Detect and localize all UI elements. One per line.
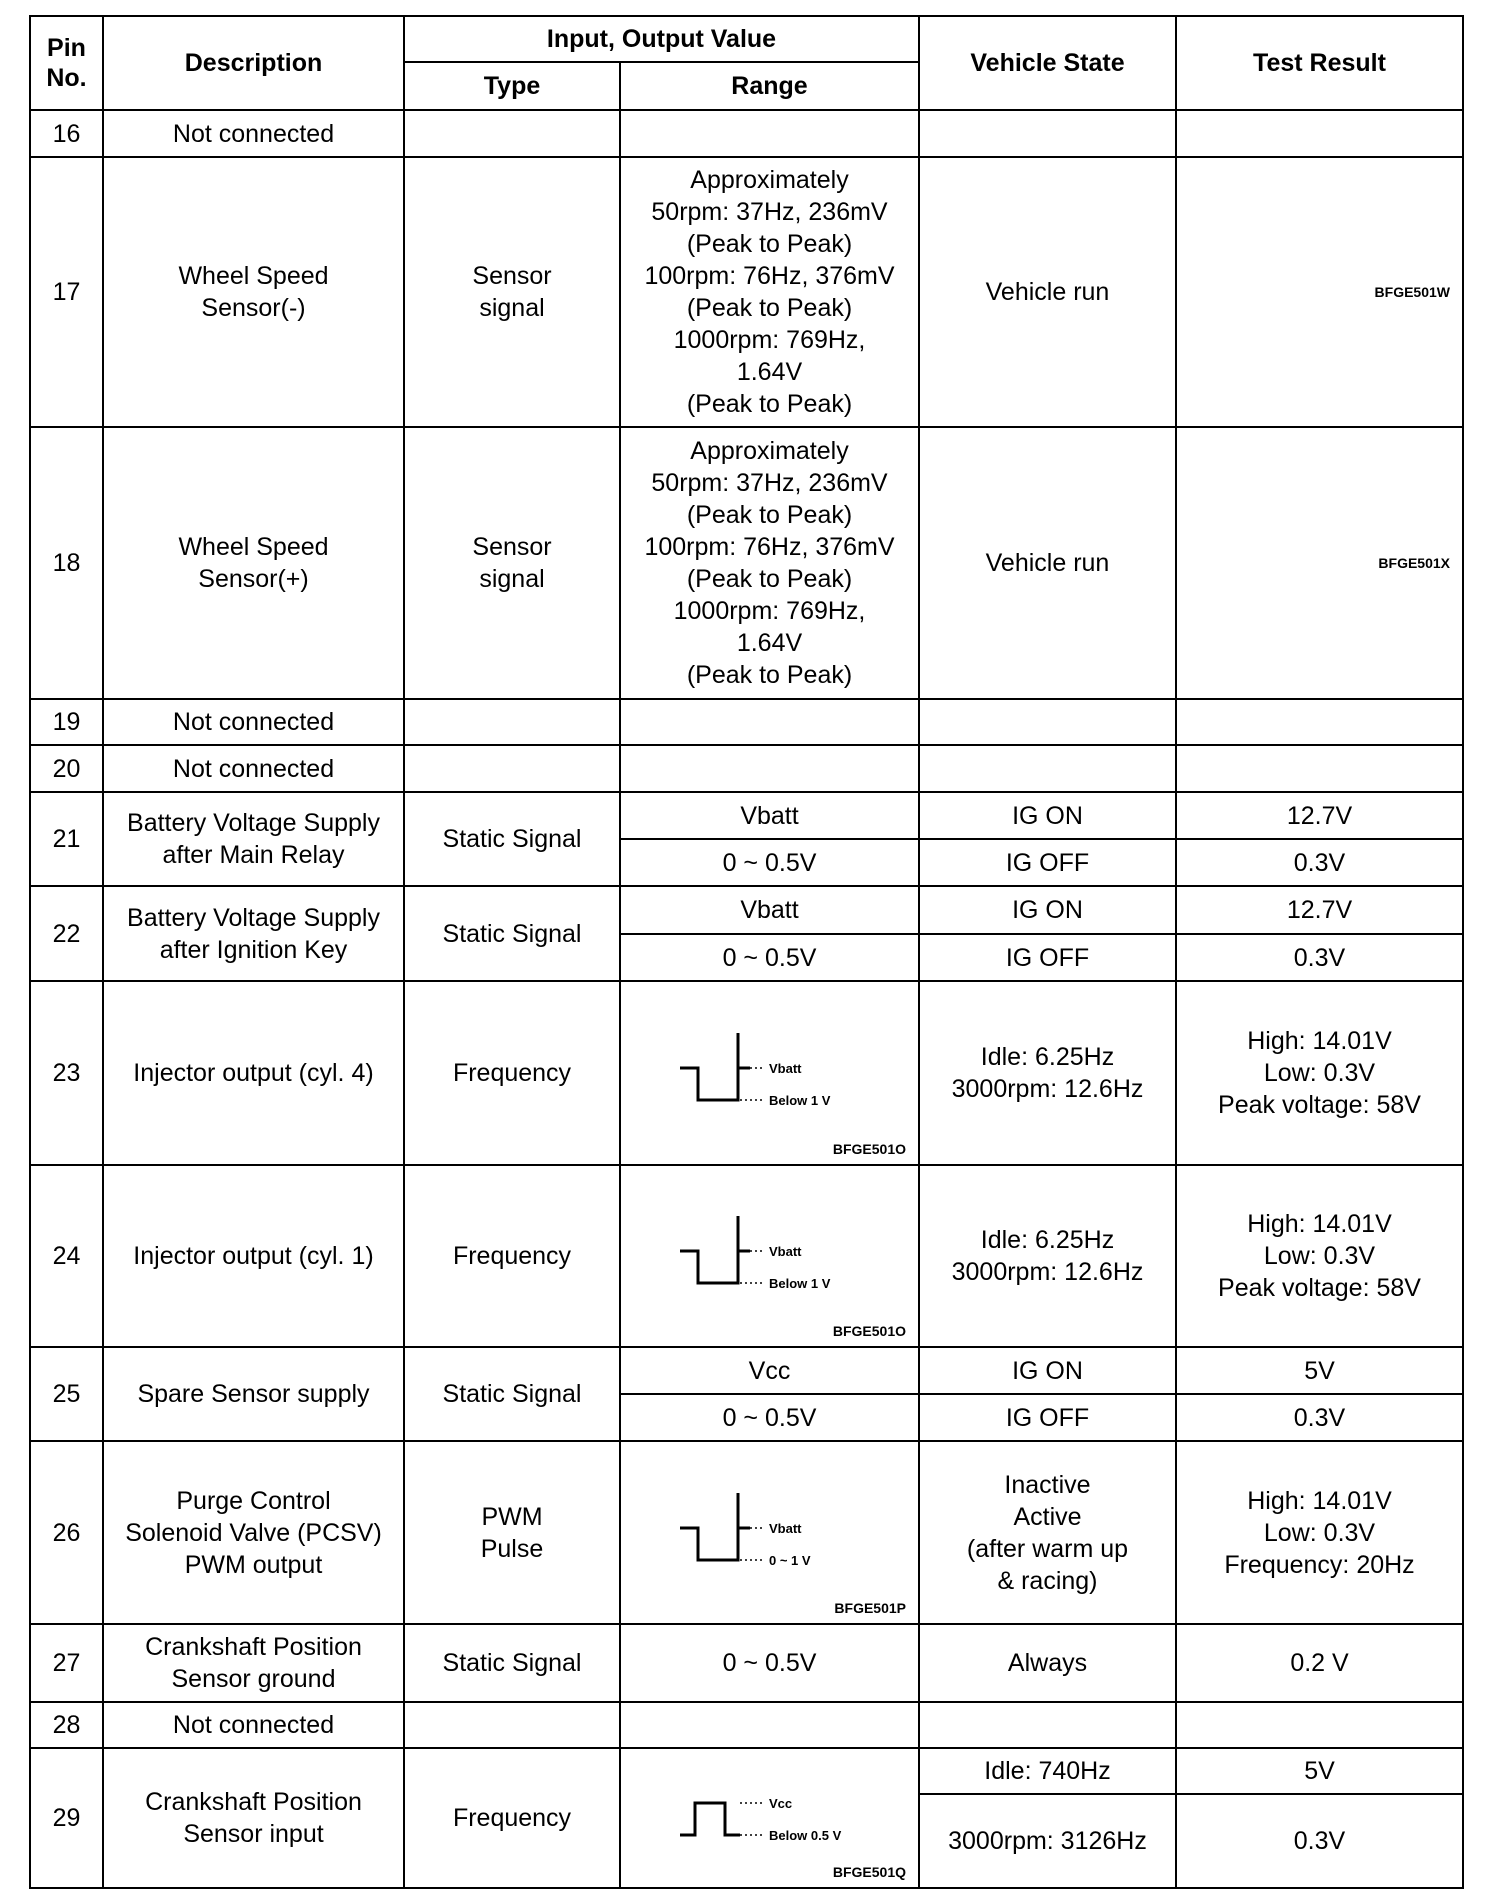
type: Sensor signal bbox=[404, 427, 620, 699]
range: Vcc bbox=[620, 1347, 919, 1394]
type bbox=[404, 1702, 620, 1748]
test-result-value: 0.3V bbox=[1293, 943, 1346, 972]
range-waveform bbox=[620, 981, 919, 1165]
range-waveform bbox=[620, 1748, 919, 1888]
description: Not connected bbox=[103, 1702, 404, 1748]
description: Not connected bbox=[103, 745, 404, 792]
test-result bbox=[1176, 886, 1463, 934]
test-result bbox=[1176, 1624, 1463, 1702]
description: Not connected bbox=[103, 110, 404, 157]
test-result-value: 0.2 V bbox=[1290, 1649, 1349, 1677]
vehicle-state: Idle: 6.25Hz 3000rpm: 12.6Hz bbox=[919, 1165, 1176, 1347]
test-result bbox=[1176, 427, 1463, 699]
pin-number: 26 bbox=[30, 1441, 103, 1624]
table-row bbox=[30, 792, 1463, 839]
range-waveform bbox=[620, 1165, 919, 1347]
vehicle-state: IG ON bbox=[919, 1347, 1176, 1394]
vehicle-state bbox=[919, 1702, 1176, 1748]
pin-number: 27 bbox=[30, 1624, 103, 1702]
pin-number: 22 bbox=[30, 886, 103, 981]
range: Approximately 50rpm: 37Hz, 236mV (Peak to Peak) 100rpm: 76Hz, 376mV (Peak to Peak) 1000rpm: 769Hz, 1.64V (Peak to Peak) bbox=[620, 157, 919, 427]
test-result bbox=[1176, 1794, 1463, 1888]
header-io-value: Input, Output Value bbox=[404, 16, 919, 62]
table-row bbox=[30, 981, 1463, 1165]
description: Crankshaft Position Sensor ground bbox=[103, 1624, 404, 1702]
wave-top-label: Vbatt bbox=[768, 1520, 801, 1536]
wave-bottom-label: 0 ~ 1 V bbox=[768, 1552, 811, 1568]
range bbox=[620, 1702, 919, 1748]
pin-number: 21 bbox=[30, 792, 103, 886]
range: 0 ~ 0.5V bbox=[620, 1394, 919, 1441]
table-row bbox=[30, 1624, 1463, 1702]
test-result bbox=[1176, 1394, 1463, 1441]
figure-code: BFGE501X bbox=[1378, 555, 1450, 571]
test-result-value: 0.3V bbox=[1293, 1827, 1346, 1855]
description: Injector output (cyl. 1) bbox=[103, 1165, 404, 1347]
table-row bbox=[30, 157, 1463, 427]
square-waveform-icon bbox=[670, 1773, 870, 1863]
test-result bbox=[1176, 1748, 1463, 1794]
description: Battery Voltage Supply after Ignition Key bbox=[103, 886, 404, 981]
injector-waveform-icon bbox=[670, 1028, 870, 1118]
header-description: Description bbox=[103, 16, 404, 110]
test-result-value: 12.7V bbox=[1286, 801, 1353, 830]
header-range: Range bbox=[620, 62, 919, 110]
vehicle-state: Idle: 740Hz bbox=[919, 1748, 1176, 1794]
table-row bbox=[30, 886, 1463, 934]
range: Vbatt bbox=[620, 792, 919, 839]
pin-number: 28 bbox=[30, 1702, 103, 1748]
pin-number: 16 bbox=[30, 110, 103, 157]
table-body bbox=[30, 110, 1463, 1888]
vehicle-state: IG ON bbox=[919, 886, 1176, 934]
wave-top-label: Vcc bbox=[768, 1796, 792, 1811]
type bbox=[404, 699, 620, 745]
range: 0 ~ 0.5V bbox=[620, 1624, 919, 1702]
vehicle-state: 3000rpm: 3126Hz bbox=[919, 1794, 1176, 1888]
wave-top-label: Vbatt bbox=[768, 1061, 801, 1076]
test-result-value: 0.3V bbox=[1293, 848, 1346, 877]
vehicle-state bbox=[919, 699, 1176, 745]
table-row bbox=[30, 427, 1463, 699]
test-result bbox=[1176, 1347, 1463, 1394]
range-waveform bbox=[620, 1441, 919, 1624]
vehicle-state: IG OFF bbox=[919, 934, 1176, 981]
test-result-value: 5V bbox=[1304, 1356, 1335, 1385]
test-result-value: 5V bbox=[1304, 1757, 1335, 1785]
pin-number: 18 bbox=[30, 427, 103, 699]
range: Vbatt bbox=[620, 886, 919, 934]
type: PWM Pulse bbox=[404, 1441, 620, 1624]
range: Approximately 50rpm: 37Hz, 236mV (Peak to Peak) 100rpm: 76Hz, 376mV (Peak to Peak) 1000rpm: 769Hz, 1.64V (Peak to Peak) bbox=[620, 427, 919, 699]
test-result bbox=[1176, 1441, 1463, 1624]
injector-waveform-icon bbox=[670, 1211, 870, 1301]
type: Static Signal bbox=[404, 792, 620, 886]
wave-bottom-label: Below 0.5 V bbox=[768, 1828, 841, 1843]
vehicle-state: IG ON bbox=[919, 792, 1176, 839]
pin-number: 25 bbox=[30, 1347, 103, 1441]
pin-number: 24 bbox=[30, 1165, 103, 1347]
type: Static Signal bbox=[404, 1347, 620, 1441]
type: Sensor signal bbox=[404, 157, 620, 427]
header-vehicle-state: Vehicle State bbox=[919, 16, 1176, 110]
header-pin: Pin No. bbox=[30, 16, 103, 110]
test-result bbox=[1176, 839, 1463, 886]
vehicle-state bbox=[919, 745, 1176, 792]
table-row bbox=[30, 1165, 1463, 1347]
table-row bbox=[30, 1441, 1463, 1624]
description: Injector output (cyl. 4) bbox=[103, 981, 404, 1165]
vehicle-state: IG OFF bbox=[919, 839, 1176, 886]
test-result-value: High: 14.01V Low: 0.3V Frequency: 20Hz bbox=[1224, 1486, 1415, 1579]
description: Wheel Speed Sensor(+) bbox=[103, 427, 404, 699]
vehicle-state: Always bbox=[919, 1624, 1176, 1702]
table-row bbox=[30, 1702, 1463, 1748]
type bbox=[404, 745, 620, 792]
pin-number: 29 bbox=[30, 1748, 103, 1888]
range bbox=[620, 110, 919, 157]
pin-number: 23 bbox=[30, 981, 103, 1165]
vehicle-state: Idle: 6.25Hz 3000rpm: 12.6Hz bbox=[919, 981, 1176, 1165]
type: Frequency bbox=[404, 981, 620, 1165]
type: Frequency bbox=[404, 1748, 620, 1888]
table-row bbox=[30, 699, 1463, 745]
range bbox=[620, 745, 919, 792]
figure-code: BFGE501O bbox=[832, 1141, 906, 1157]
test-result-value: High: 14.01V Low: 0.3V Peak voltage: 58V bbox=[1218, 1027, 1421, 1119]
vehicle-state: Inactive Active (after warm up & racing) bbox=[919, 1441, 1176, 1624]
description: Crankshaft Position Sensor input bbox=[103, 1748, 404, 1888]
header-type: Type bbox=[404, 62, 620, 110]
wave-top-label: Vbatt bbox=[768, 1244, 801, 1259]
type: Static Signal bbox=[404, 886, 620, 981]
figure-code: BFGE501W bbox=[1374, 284, 1450, 300]
test-result bbox=[1176, 110, 1463, 157]
test-result bbox=[1176, 981, 1463, 1165]
type bbox=[404, 110, 620, 157]
description: Not connected bbox=[103, 699, 404, 745]
pin-number: 17 bbox=[30, 157, 103, 427]
test-result bbox=[1176, 699, 1463, 745]
vehicle-state bbox=[919, 110, 1176, 157]
test-result bbox=[1176, 1702, 1463, 1748]
range bbox=[620, 699, 919, 745]
figure-code: BFGE501Q bbox=[832, 1864, 906, 1880]
figure-code: BFGE501P bbox=[834, 1600, 906, 1616]
table-row bbox=[30, 1748, 1463, 1794]
pin-number: 20 bbox=[30, 745, 103, 792]
figure-code: BFGE501O bbox=[832, 1323, 906, 1339]
table-row bbox=[30, 745, 1463, 792]
type: Static Signal bbox=[404, 1624, 620, 1702]
description: Battery Voltage Supply after Main Relay bbox=[103, 792, 404, 886]
header-test-result: Test Result bbox=[1176, 16, 1463, 110]
test-result bbox=[1176, 1165, 1463, 1347]
test-result bbox=[1176, 157, 1463, 427]
vehicle-state: Vehicle run bbox=[919, 427, 1176, 699]
table-row bbox=[30, 110, 1463, 157]
range: 0 ~ 0.5V bbox=[620, 934, 919, 981]
test-result bbox=[1176, 745, 1463, 792]
test-result-value: High: 14.01V Low: 0.3V Peak voltage: 58V bbox=[1218, 1210, 1421, 1302]
type: Frequency bbox=[404, 1165, 620, 1347]
pin-table bbox=[29, 15, 1464, 1889]
description: Spare Sensor supply bbox=[103, 1347, 404, 1441]
wave-bottom-label: Below 1 V bbox=[768, 1093, 830, 1108]
test-result bbox=[1176, 934, 1463, 981]
description: Wheel Speed Sensor(-) bbox=[103, 157, 404, 427]
test-result-value: 0.3V bbox=[1293, 1403, 1346, 1432]
table-row bbox=[30, 1347, 1463, 1394]
description: Purge Control Solenoid Valve (PCSV) PWM output bbox=[103, 1441, 404, 1624]
vehicle-state: Vehicle run bbox=[919, 157, 1176, 427]
test-result bbox=[1176, 792, 1463, 839]
pin-number: 19 bbox=[30, 699, 103, 745]
wave-bottom-label: Below 1 V bbox=[768, 1276, 830, 1291]
test-result-value: 12.7V bbox=[1286, 896, 1353, 924]
vehicle-state: IG OFF bbox=[919, 1394, 1176, 1441]
injector-waveform-icon bbox=[670, 1488, 870, 1578]
range: 0 ~ 0.5V bbox=[620, 839, 919, 886]
